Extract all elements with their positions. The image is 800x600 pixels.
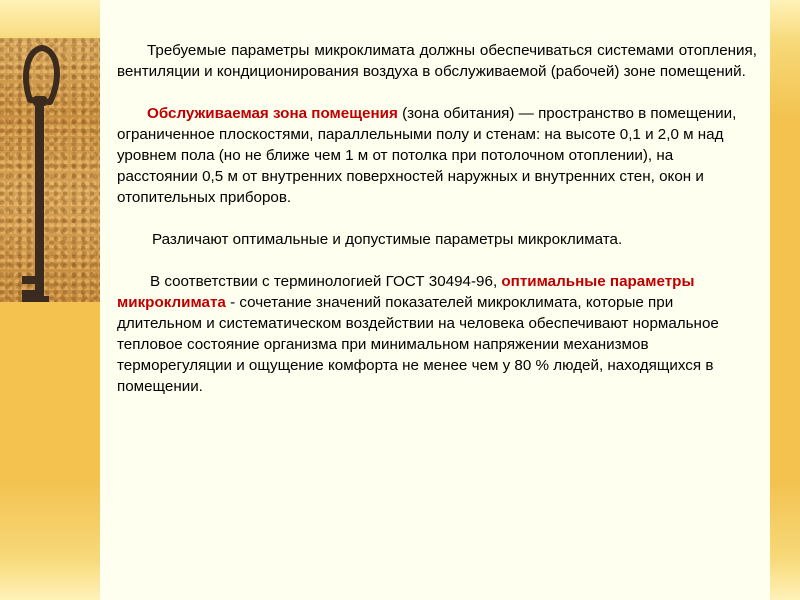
slide-content xyxy=(100,0,770,600)
paragraph-service-zone xyxy=(117,103,757,208)
term-optimal-parameters: оптимальные параметры микроклимата xyxy=(117,273,695,311)
key-photo xyxy=(0,38,100,302)
right-decorative-band xyxy=(770,0,800,600)
key-icon xyxy=(0,38,100,302)
optimal-parameters-definition: - сочетание значений показателей микроклимата, которые при длительном и систематическом воздействии на человека обеспечивают нормальное тепловое состояние организма при минимальном напряжении механизмов терморегуляции и ощущение комфорта не менее чем у 80 % людей, находящихся в помещении. xyxy=(117,294,719,395)
paragraph-requirements: Требуемые параметры микроклимата должны обеспечиваться системами отопления, вентиляции и кондиционирования воздуха в обслуживаемой (рабочей) зоне помещений. xyxy=(117,42,757,80)
paragraph-parameter-types: Различают оптимальные и допустимые параметры микроклимата. xyxy=(152,231,623,248)
paragraph-optimal-parameters xyxy=(117,271,757,397)
text-body xyxy=(117,40,757,397)
gost-reference: В соответствии с терминологией ГОСТ 30494-96, xyxy=(150,273,502,290)
term-service-zone: Обслуживаемая зона помещения xyxy=(147,105,398,122)
service-zone-definition: (зона обитания) — пространство в помещении, ограниченное плоскостями, параллельными полу и стенам: на высоте 0,1 и 2,0 м над уровнем пола (но не ближе чем 1 м от потолка при потолочном отоплении), на расстоянии 0,5 м от внутренних поверхностей наружных и внутренних стен, окон и отопительных приборов. xyxy=(117,105,737,206)
